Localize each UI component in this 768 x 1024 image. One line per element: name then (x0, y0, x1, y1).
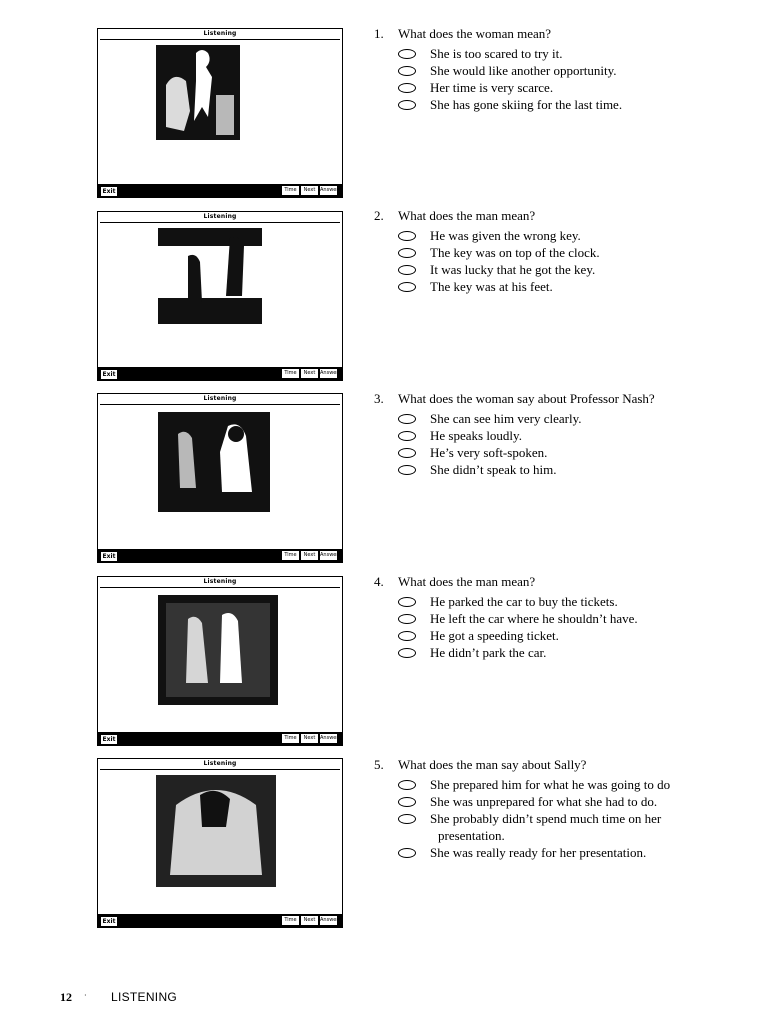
answer-bubble[interactable] (398, 614, 416, 624)
exit-button[interactable]: Exit (100, 734, 118, 745)
next-button[interactable]: Next (301, 916, 318, 925)
option-text: He’s very soft-spoken. (430, 445, 548, 460)
answer-bubble[interactable] (398, 231, 416, 241)
option-text: He speaks loudly. (430, 428, 522, 443)
screen-frame-3 (97, 393, 343, 563)
answer-button[interactable]: Answer (320, 187, 339, 193)
answer-bubble[interactable] (398, 100, 416, 110)
answer-bubble[interactable] (398, 265, 416, 275)
question-number: 4. (374, 574, 384, 589)
time-button[interactable]: Time (282, 186, 299, 195)
divider (100, 39, 340, 40)
exit-button[interactable]: Exit (100, 186, 118, 197)
question-text: What does the man mean? (398, 208, 536, 223)
toolbar (98, 549, 342, 562)
option-text: She didn’t speak to him. (430, 462, 557, 477)
answer-bubble[interactable] (398, 597, 416, 607)
next-button[interactable]: Next (301, 551, 318, 560)
scene-photo (158, 595, 278, 705)
time-button[interactable]: Time (282, 916, 299, 925)
answer-bubble[interactable] (398, 814, 416, 824)
answer-bubble[interactable] (398, 414, 416, 424)
option-text: She was unprepared for what she had to do. (430, 794, 658, 809)
scene-photo (158, 412, 270, 512)
question-number: 1. (374, 26, 384, 41)
answer-bubble[interactable] (398, 49, 416, 59)
screen-title: Listening (203, 760, 237, 767)
answer-bubble[interactable] (398, 631, 416, 641)
time-button[interactable]: Time (282, 734, 299, 743)
option-text: She was really ready for her presentation. (430, 845, 647, 860)
section-label: LISTENING (111, 990, 178, 1004)
answer-button[interactable]: Answer (320, 552, 339, 558)
answer-bubble[interactable] (398, 648, 416, 658)
option-text: He was given the wrong key. (430, 228, 581, 243)
answer-button[interactable]: Answer (320, 735, 339, 741)
option-text: presentation. (438, 828, 505, 843)
question-number: 2. (374, 208, 384, 223)
option-text: He didn’t park the car. (430, 645, 547, 660)
answer-button[interactable]: Answer (320, 917, 339, 923)
option-text: She probably didn’t spend much time on her (430, 811, 662, 826)
scene-photo (156, 45, 240, 140)
question-text: What does the man say about Sally? (398, 757, 587, 772)
option-text: He got a speeding ticket. (430, 628, 559, 643)
screen-title: Listening (203, 30, 237, 37)
option-text: He left the car where he shouldn’t have. (430, 611, 638, 626)
next-button[interactable]: Next (301, 186, 318, 195)
divider (100, 222, 340, 223)
scene-image (158, 228, 262, 324)
screen-title: Listening (203, 578, 237, 585)
exit-button[interactable]: Exit (100, 369, 118, 380)
question-number: 3. (374, 391, 384, 406)
toolbar (98, 732, 342, 745)
next-button[interactable]: Next (301, 734, 318, 743)
question-text: What does the woman say about Professor Nash? (398, 391, 655, 406)
answer-bubble[interactable] (398, 448, 416, 458)
option-text: She can see him very clearly. (430, 411, 582, 426)
answer-bubble[interactable] (398, 797, 416, 807)
option-text: The key was at his feet. (430, 279, 553, 294)
time-button[interactable]: Time (282, 369, 299, 378)
question-text: What does the man mean? (398, 574, 536, 589)
scene-image (156, 775, 276, 887)
scene-image (158, 412, 270, 512)
scene-photo (158, 228, 262, 324)
option-text: He parked the car to buy the tickets. (430, 594, 618, 609)
screen-title: Listening (203, 213, 237, 220)
divider (100, 587, 340, 588)
option-text: Her time is very scarce. (430, 80, 554, 95)
answer-bubble[interactable] (398, 83, 416, 93)
answer-button[interactable]: Answer (320, 370, 339, 376)
answer-bubble[interactable] (398, 780, 416, 790)
option-text: She has gone skiing for the last time. (430, 97, 623, 112)
scene-photo (156, 775, 276, 887)
toolbar (98, 184, 342, 197)
answer-bubble[interactable] (398, 282, 416, 292)
screen-title: Listening (203, 395, 237, 402)
exit-button[interactable]: Exit (100, 551, 118, 562)
option-text: She is too scared to try it. (430, 46, 563, 61)
time-button[interactable]: Time (282, 551, 299, 560)
screen-frame-2 (97, 211, 343, 381)
toolbar (98, 367, 342, 380)
scene-image (158, 595, 278, 705)
question-text: What does the woman mean? (398, 26, 552, 41)
separator-dot: · (84, 991, 87, 1000)
question-number: 5. (374, 757, 384, 772)
scene-image (156, 45, 240, 140)
option-text: It was lucky that he got the key. (430, 262, 596, 277)
next-button[interactable]: Next (301, 369, 318, 378)
answer-bubble[interactable] (398, 465, 416, 475)
exit-button[interactable]: Exit (100, 916, 118, 927)
answer-bubble[interactable] (398, 431, 416, 441)
answer-bubble[interactable] (398, 66, 416, 76)
answer-bubble[interactable] (398, 848, 416, 858)
divider (100, 769, 340, 770)
divider (100, 404, 340, 405)
option-text: The key was on top of the clock. (430, 245, 600, 260)
screen-frame-5 (97, 758, 343, 928)
toolbar (98, 914, 342, 927)
page-number: 12 (60, 990, 72, 1004)
answer-bubble[interactable] (398, 248, 416, 258)
screen-frame-4 (97, 576, 343, 746)
screen-frame-1 (97, 28, 343, 198)
option-text: She would like another opportunity. (430, 63, 617, 78)
option-text: She prepared him for what he was going to do (430, 777, 671, 792)
